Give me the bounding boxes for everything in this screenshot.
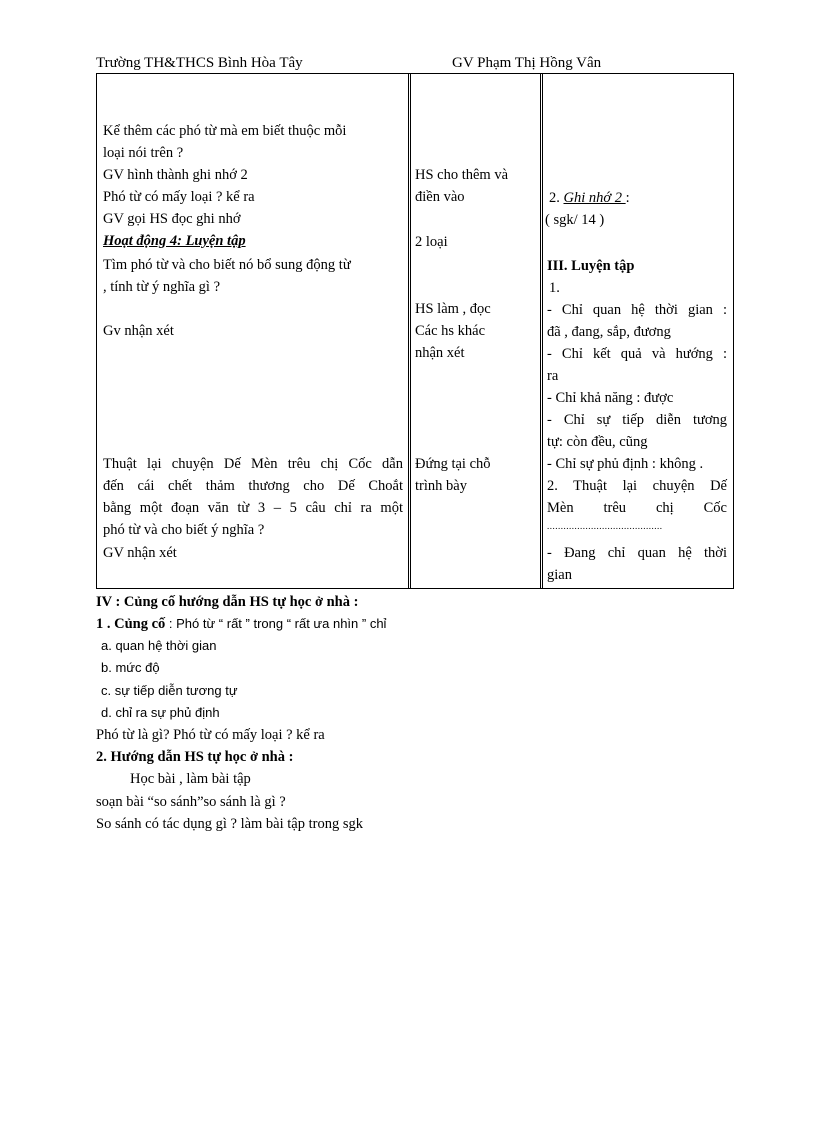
text-line: nhận xét xyxy=(415,345,465,361)
cung-co-number: 1 . xyxy=(96,616,115,632)
homework-task: soạn bài “so sánh”so sánh là gì ? xyxy=(96,794,286,810)
text-line: trình bày xyxy=(415,478,467,494)
text-line: - Chỉ sự tiếp diễn tương xyxy=(547,412,727,428)
text-line: ( sgk/ 14 ) xyxy=(545,212,605,228)
text-line: Phó từ có mấy loại ? kể ra xyxy=(103,189,255,205)
cung-co-question: : Phó từ “ rất ” trong “ rất ưa nhìn ” chỉ xyxy=(165,616,387,631)
ghi-nho-label: Ghi nhớ 2 xyxy=(563,190,626,206)
review-question: Phó từ là gì? Phó từ có mấy loại ? kể ra xyxy=(96,727,325,743)
text-line: 1. xyxy=(549,280,560,296)
text-line: bằng một đoạn văn từ 3 – 5 câu chỉ ra một xyxy=(103,500,403,516)
ghi-nho-colon: : xyxy=(625,190,630,206)
text-line: loại nói trên ? xyxy=(103,145,184,161)
option-a: a. quan hệ thời gian xyxy=(101,638,217,653)
text-line: - Chỉ sự phủ định : không . xyxy=(547,456,704,472)
text-line: 2 loại xyxy=(415,234,448,250)
text-line: ra xyxy=(547,368,559,384)
dotted-leader: .......................................... xyxy=(547,521,663,531)
text-line: GV hình thành ghi nhớ 2 xyxy=(103,167,248,183)
text-line: Các hs khác xyxy=(415,323,486,339)
text-line: - Chỉ kết quả và hướng : xyxy=(547,346,727,362)
text-line: - Đang chỉ quan hệ thời xyxy=(547,545,727,561)
text-line: phó từ và cho biết ý nghĩa ? xyxy=(103,522,265,538)
teacher-name: GV Phạm Thị Hồng Vân xyxy=(452,55,602,71)
option-b: b. mức độ xyxy=(101,660,160,675)
text-line: Mèn trêu chị Cốc xyxy=(547,500,727,516)
lesson-table xyxy=(96,74,734,589)
text-line: tự: còn đều, cũng xyxy=(547,434,648,450)
text-line: Gv nhận xét xyxy=(103,323,174,339)
text-line: Tìm phó từ và cho biết nó bổ sung động từ xyxy=(103,257,351,273)
text-line: , tính từ ý nghĩa gì ? xyxy=(103,279,220,295)
text-line: - Chỉ quan hệ thời gian : xyxy=(547,302,727,318)
column-divider xyxy=(408,74,409,588)
text-line: Thuật lại chuyện Dế Mèn trêu chị Cốc dẫn xyxy=(103,456,403,472)
text-line: - Chỉ khả năng : được xyxy=(547,390,674,406)
option-c: c. sự tiếp diễn tương tự xyxy=(101,683,238,698)
school-name: Trường TH&THCS Bình Hòa Tây xyxy=(96,55,303,71)
column-divider xyxy=(542,74,543,588)
homework-task: Học bài , làm bài tập xyxy=(130,771,251,787)
text-line: HS cho thêm và xyxy=(415,167,509,183)
section-title: IV : Củng cố hướng dẫn HS tự học ở nhà : xyxy=(96,594,359,610)
cung-co-label: Củng cố xyxy=(114,616,166,632)
text-line: đến cái chết thảm thương cho Dế Choắt xyxy=(103,478,403,494)
text-line: HS làm , đọc xyxy=(415,301,491,317)
ghi-nho-number: 2. xyxy=(549,190,564,206)
column-divider xyxy=(540,74,541,588)
text-line: GV nhận xét xyxy=(103,545,177,561)
cung-co-line xyxy=(96,613,386,636)
homework-title: 2. Hướng dẫn HS tự học ở nhà : xyxy=(96,749,294,765)
text-line: Đứng tại chỗ xyxy=(415,456,491,472)
text-line: gian xyxy=(547,567,572,583)
option-d: d. chỉ ra sự phủ định xyxy=(101,705,220,720)
section-heading: III. Luyện tập xyxy=(547,258,635,274)
text-line: đã , đang, sắp, đương xyxy=(547,324,671,340)
text-line: Kể thêm các phó từ mà em biết thuộc mỗi xyxy=(103,123,347,139)
activity-heading: Hoạt động 4: Luyện tập xyxy=(103,233,246,249)
column-divider xyxy=(410,74,411,588)
homework-task: So sánh có tác dụng gì ? làm bài tập trong sgk xyxy=(96,816,363,832)
text-line: GV gọi HS đọc ghi nhớ xyxy=(103,211,241,227)
ghi-nho-heading xyxy=(549,187,630,209)
text-line: 2. Thuật lại chuyện Dế xyxy=(547,478,727,494)
text-line: điền vào xyxy=(415,189,465,205)
